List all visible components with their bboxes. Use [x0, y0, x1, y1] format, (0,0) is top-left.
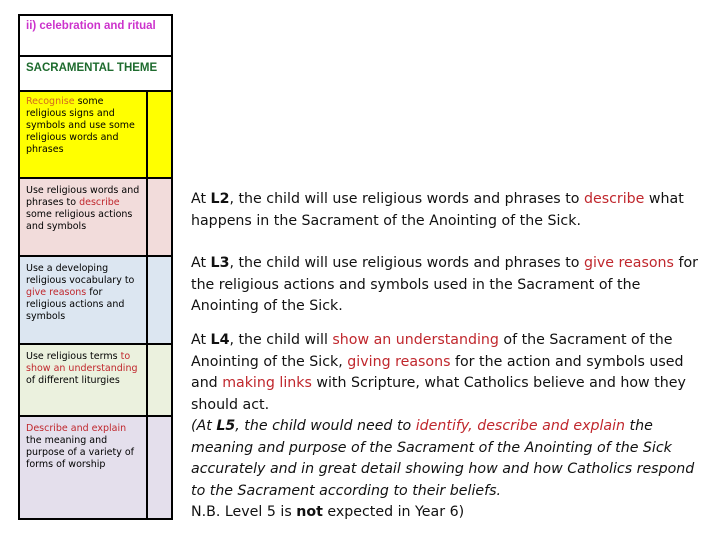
level-text: Use religious terms — [26, 351, 121, 362]
keyword: give reasons — [26, 287, 87, 298]
level-text: Use religious words and phrases to — [26, 185, 140, 208]
l4-text: At L4, the child will show an understanding of the Sacrament of the Anointing of the Sick, giving reasons for the action and symbols used and making links with Scripture, what Catholics believe and how they should act. — [191, 332, 686, 413]
level-row-3 — [20, 257, 171, 345]
level-text: some religious signs and symbols and use some religious words and phrases — [26, 96, 135, 155]
theme-heading: SACRAMENTAL THEME — [20, 57, 171, 92]
level-row-5 — [20, 417, 171, 518]
nb-note: N.B. Level 5 is not expected in Year 6) — [191, 504, 465, 520]
l2-description: At L2, the child will use religious words and phrases to describe what happens in the Sacrament of the Anointing of the Sick. — [191, 191, 684, 229]
level-text: for religious actions and symbols — [26, 287, 125, 322]
level-text: some religious actions and symbols — [26, 209, 133, 232]
l5-text: (At L5, the child would need to identify, describe and explain the meaning and purpose of the Sacrament of the Anointing of the Sick accurately and in great detail showing how and how Catholics respond to the Sacrament according to their beliefs. — [191, 418, 695, 499]
l3-description: At L3, the child will use religious words and phrases to give reasons for the religious actions and symbols used in the Sacrament of the Anointing of the Sick. — [191, 255, 698, 314]
keyword: Recognise — [26, 96, 75, 107]
strand-title: ii) celebration and ritual — [20, 16, 171, 57]
level-text: the meaning and purpose of a variety of forms of worship — [26, 435, 134, 470]
level-row-1 — [20, 92, 171, 179]
level-text: Use a developing religious vocabulary to — [26, 263, 135, 286]
level-row-2 — [20, 179, 171, 257]
l4-l5-description — [191, 330, 711, 524]
keyword: to show an understanding — [26, 351, 138, 374]
level-row-4 — [20, 345, 171, 417]
keyword: describe — [79, 197, 120, 208]
levels-table — [18, 14, 173, 520]
level-text: of different liturgies — [26, 375, 120, 386]
keyword: Describe and explain — [26, 423, 127, 434]
